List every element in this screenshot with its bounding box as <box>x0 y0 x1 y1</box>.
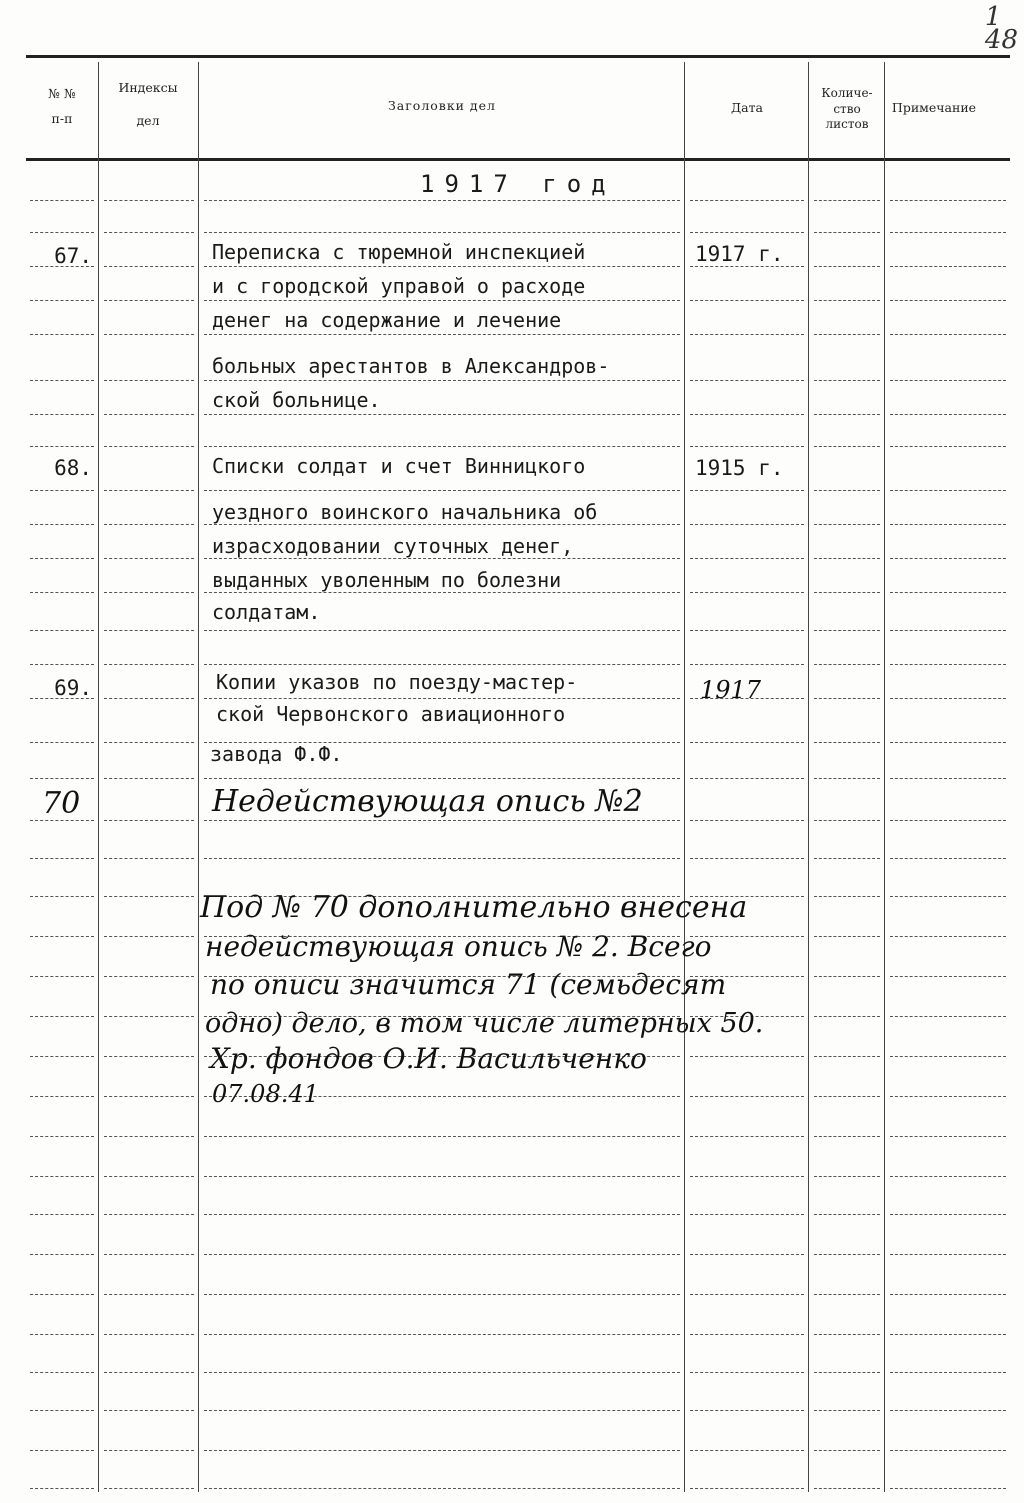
rule-line <box>690 778 804 779</box>
rule-line <box>890 1136 1006 1137</box>
header-index <box>100 80 196 130</box>
rule-line <box>104 380 194 381</box>
header-title: Заголовки дел <box>388 98 496 113</box>
rule-line <box>690 592 804 593</box>
rule-line <box>690 334 804 335</box>
rule-line <box>104 558 194 559</box>
rule-line <box>690 200 804 201</box>
rule-line <box>690 490 804 491</box>
rule-line <box>204 858 680 859</box>
rule-line <box>30 858 94 859</box>
rule-line <box>814 698 880 699</box>
rule-line <box>30 334 94 335</box>
header-count-line-3: листов <box>825 117 869 132</box>
rule-line <box>814 380 880 381</box>
rule-line <box>890 778 1006 779</box>
rule-line <box>104 630 194 631</box>
rule-line <box>814 1056 880 1057</box>
rule-line <box>204 778 680 779</box>
rule-line <box>814 630 880 631</box>
rule-line <box>690 414 804 415</box>
rule-line <box>890 1096 1006 1097</box>
rule-line <box>690 742 804 743</box>
entry-67-line-1: Переписка с тюремной инспекцией <box>212 240 586 264</box>
rule-line <box>104 858 194 859</box>
rule-line <box>814 300 880 301</box>
entry-number: 68. <box>54 456 92 480</box>
rule-line <box>814 976 880 977</box>
rule-line <box>104 896 194 897</box>
entry-number: 69. <box>54 676 92 700</box>
rule-line <box>204 446 680 447</box>
header-number-label: № № <box>48 86 76 101</box>
rule-line <box>890 446 1006 447</box>
rule-line <box>890 1056 1006 1057</box>
rule-line <box>30 592 94 593</box>
rule-line <box>814 490 880 491</box>
header-index-sub: дел <box>136 112 160 128</box>
rule-line <box>814 200 880 201</box>
closing-note-line-4: одно) дело, в том числе литерных 50. <box>205 1008 764 1039</box>
rule-line <box>104 1294 194 1295</box>
column-divider-2 <box>198 62 199 1492</box>
rule-line <box>890 698 1006 699</box>
closing-note-date: 07.08.41 <box>212 1080 319 1108</box>
folio-mark-bottom: 48 <box>984 25 1018 56</box>
rule-line <box>690 1450 804 1451</box>
rule-line <box>890 592 1006 593</box>
rule-line <box>104 1214 194 1215</box>
rule-line <box>814 1410 880 1411</box>
rule-line <box>890 1334 1006 1335</box>
rule-line <box>814 1096 880 1097</box>
rule-line <box>30 380 94 381</box>
rule-line <box>30 1254 94 1255</box>
rule-line <box>104 1334 194 1335</box>
rule-line <box>890 490 1006 491</box>
rule-line <box>690 1136 804 1137</box>
entry-67-line-5: ской больнице. <box>212 388 381 412</box>
entry-69-line-2: ской Червонского авиационного <box>216 702 566 726</box>
rule-line <box>30 490 94 491</box>
rule-line <box>104 976 194 977</box>
rule-line <box>814 664 880 665</box>
rule-line <box>204 1176 680 1177</box>
rule-line <box>30 976 94 977</box>
rule-line <box>104 1410 194 1411</box>
rule-line <box>814 1450 880 1451</box>
rule-line <box>104 446 194 447</box>
rule-line <box>814 1136 880 1137</box>
rule-line <box>30 1410 94 1411</box>
rule-line <box>690 266 804 267</box>
rule-line <box>890 820 1006 821</box>
rule-line <box>690 1488 804 1489</box>
rule-line <box>814 592 880 593</box>
rule-line <box>30 1488 94 1489</box>
rule-line <box>890 1410 1006 1411</box>
rule-line <box>690 1410 804 1411</box>
rule-line <box>30 936 94 937</box>
rule-line <box>204 380 680 381</box>
rule-line <box>890 558 1006 559</box>
rule-line <box>204 1488 680 1489</box>
rule-line <box>104 1176 194 1177</box>
rule-line <box>204 1214 680 1215</box>
rule-line <box>104 300 194 301</box>
section-year-heading: 1917 год <box>420 170 616 198</box>
column-divider-3 <box>684 62 685 1492</box>
entry-68-line-4: выданных уволенным по болезни <box>212 568 562 592</box>
column-divider-4 <box>808 62 809 1492</box>
rule-line <box>204 1334 680 1335</box>
rule-line <box>690 380 804 381</box>
rule-line <box>30 896 94 897</box>
rule-line <box>104 1372 194 1373</box>
rule-line <box>814 1294 880 1295</box>
rule-line <box>890 896 1006 897</box>
rule-line <box>104 1254 194 1255</box>
rule-line <box>814 858 880 859</box>
rule-line <box>890 858 1006 859</box>
rule-line <box>814 1214 880 1215</box>
entry-67-date: 1917 г. <box>695 242 784 266</box>
entry-67-line-4: больных арестантов в Александров- <box>212 354 610 378</box>
entry-69-line-1: Копии указов по поезду-мастер- <box>216 670 578 694</box>
rule-line <box>814 414 880 415</box>
rule-line <box>690 1214 804 1215</box>
rule-line <box>690 300 804 301</box>
rule-line <box>204 820 680 821</box>
rule-line <box>104 820 194 821</box>
rule-line <box>30 414 94 415</box>
rule-line <box>204 490 680 491</box>
rule-line <box>690 232 804 233</box>
rule-line <box>890 1016 1006 1017</box>
rule-line <box>814 524 880 525</box>
rule-line <box>814 1016 880 1017</box>
closing-note-line-2: недействующая опись № 2. Всего <box>205 930 712 963</box>
rule-line <box>890 1372 1006 1373</box>
rule-line <box>814 266 880 267</box>
rule-line <box>30 742 94 743</box>
header-count-line-1: Количе- <box>821 86 873 100</box>
rule-line <box>30 1016 94 1017</box>
rule-line <box>890 630 1006 631</box>
entry-70-line-1: Недействующая опись №2 <box>212 784 643 819</box>
rule-line <box>690 1056 804 1057</box>
rule-line <box>104 778 194 779</box>
rule-line <box>204 592 680 593</box>
rule-line <box>30 524 94 525</box>
rule-line <box>30 1136 94 1137</box>
rule-line <box>890 1176 1006 1177</box>
rule-line <box>690 664 804 665</box>
folio-mark-top: 1 <box>984 2 1002 32</box>
rule-line <box>204 1254 680 1255</box>
rule-line <box>204 664 680 665</box>
header-number-sub: п-п <box>51 110 73 126</box>
rule-line <box>890 742 1006 743</box>
rule-line <box>104 1488 194 1489</box>
rule-line <box>104 490 194 491</box>
rule-line <box>30 630 94 631</box>
rule-line <box>104 592 194 593</box>
entry-number: 67. <box>54 244 92 268</box>
rule-line <box>30 1294 94 1295</box>
rule-line <box>204 698 680 699</box>
rule-line <box>890 976 1006 977</box>
rule-line <box>814 936 880 937</box>
rule-line <box>690 1096 804 1097</box>
column-divider-1 <box>98 62 99 1492</box>
rule-line <box>204 1372 680 1373</box>
rule-line <box>104 1096 194 1097</box>
rule-line <box>690 1334 804 1335</box>
rule-line <box>204 232 680 233</box>
header-date: Дата <box>731 100 763 115</box>
rule-line <box>30 1096 94 1097</box>
header-number <box>26 86 98 128</box>
entry-69-date: 1917 <box>700 676 762 704</box>
closing-note-line-1: Под № 70 дополнительно внесена <box>200 890 748 925</box>
rule-line <box>890 1488 1006 1489</box>
entry-68-line-1: Списки солдат и счет Винницкого <box>212 454 586 478</box>
closing-note-signature: Хр. фондов О.И. Васильченко <box>210 1042 647 1075</box>
closing-note-line-3: по описи значится 71 (семьдесят <box>210 968 727 1001</box>
rule-line <box>104 1016 194 1017</box>
rule-line <box>890 524 1006 525</box>
rule-line <box>890 1254 1006 1255</box>
rule-line <box>690 1176 804 1177</box>
rule-line <box>204 630 680 631</box>
rule-line <box>204 524 680 525</box>
rule-line <box>104 664 194 665</box>
rule-line <box>104 414 194 415</box>
rule-line <box>814 1254 880 1255</box>
rule-line <box>690 1372 804 1373</box>
rule-line <box>890 380 1006 381</box>
rule-line <box>30 446 94 447</box>
rule-line <box>204 334 680 335</box>
entry-number: 70 <box>42 786 81 821</box>
rule-line <box>104 1056 194 1057</box>
rule-line <box>814 1176 880 1177</box>
rule-line <box>690 820 804 821</box>
table-header-border <box>26 158 1010 161</box>
header-index-label: Индексы <box>118 80 178 95</box>
rule-line <box>30 232 94 233</box>
rule-line <box>104 1136 194 1137</box>
rule-line <box>890 266 1006 267</box>
rule-line <box>890 1214 1006 1215</box>
entry-69-line-3: завода Ф.Ф. <box>210 742 343 766</box>
rule-line <box>814 1488 880 1489</box>
rule-line <box>204 200 680 201</box>
rule-line <box>890 232 1006 233</box>
rule-line <box>814 232 880 233</box>
rule-line <box>890 334 1006 335</box>
rule-line <box>104 698 194 699</box>
rule-line <box>690 524 804 525</box>
entry-67-line-2: и с городской управой о расходе <box>212 274 586 298</box>
rule-line <box>890 664 1006 665</box>
rule-line <box>690 1254 804 1255</box>
rule-line <box>690 630 804 631</box>
rule-line <box>814 334 880 335</box>
rule-line <box>104 1450 194 1451</box>
rule-line <box>30 200 94 201</box>
rule-line <box>30 1372 94 1373</box>
rule-line <box>204 558 680 559</box>
rule-line <box>814 896 880 897</box>
rule-line <box>814 446 880 447</box>
archive-folio-mark <box>984 2 1018 56</box>
rule-line <box>30 1334 94 1335</box>
rule-line <box>814 778 880 779</box>
rule-line <box>30 1176 94 1177</box>
entry-68-line-5: солдатам. <box>212 600 321 624</box>
rule-line <box>204 1410 680 1411</box>
header-note: Примечание <box>891 100 977 115</box>
rule-line <box>890 1450 1006 1451</box>
rule-line <box>814 820 880 821</box>
rule-line <box>814 742 880 743</box>
rule-line <box>104 334 194 335</box>
rule-line <box>30 300 94 301</box>
rule-line <box>890 414 1006 415</box>
rule-line <box>890 200 1006 201</box>
rule-line <box>204 1294 680 1295</box>
rule-line <box>104 232 194 233</box>
rule-line <box>690 446 804 447</box>
rule-line <box>104 742 194 743</box>
rule-line <box>204 300 680 301</box>
column-divider-5 <box>884 62 885 1492</box>
rule-line <box>814 1334 880 1335</box>
rule-line <box>690 1294 804 1295</box>
rule-line <box>204 1136 680 1137</box>
header-count <box>810 86 884 133</box>
table-top-border <box>26 55 1010 58</box>
rule-line <box>104 936 194 937</box>
rule-line <box>204 414 680 415</box>
rule-line <box>204 1450 680 1451</box>
rule-line <box>890 936 1006 937</box>
rule-line <box>814 1372 880 1373</box>
header-count-line-2: ство <box>833 101 861 116</box>
rule-line <box>204 266 680 267</box>
rule-line <box>104 524 194 525</box>
rule-line <box>104 200 194 201</box>
rule-line <box>30 1214 94 1215</box>
entry-68-line-2: уездного воинского начальника об <box>212 500 598 524</box>
rule-line <box>814 558 880 559</box>
rule-line <box>30 1450 94 1451</box>
entry-68-line-3: израсходовании суточных денег, <box>212 534 574 558</box>
rule-line <box>30 664 94 665</box>
rule-line <box>30 778 94 779</box>
rule-line <box>30 1056 94 1057</box>
rule-line <box>690 558 804 559</box>
rule-line <box>890 300 1006 301</box>
rule-line <box>890 1294 1006 1295</box>
rule-line <box>30 558 94 559</box>
rule-line <box>690 858 804 859</box>
entry-67-line-3: денег на содержание и лечение <box>212 308 562 332</box>
entry-68-date: 1915 г. <box>695 456 784 480</box>
rule-line <box>104 266 194 267</box>
